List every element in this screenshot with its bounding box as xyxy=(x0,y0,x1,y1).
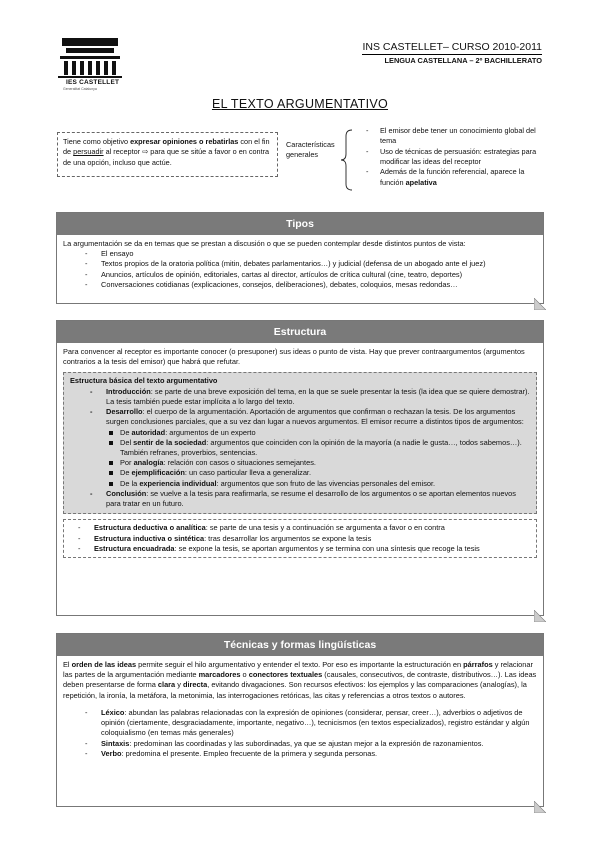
para-text: , evitando divagaciones. Son recursos efectivos: los ejemplos y las comparaciones (analogías), la repetición, la ironía, la metáfora, la metonimia, las interrogaciones retóricas, las citas y referencias a otros textos o autores. xyxy=(63,680,527,700)
item-bold: Estructura deductiva o analítica xyxy=(94,523,206,533)
section-heading: Técnicas y formas lingüísticas xyxy=(57,634,543,656)
item-bold: apelativa xyxy=(405,177,437,187)
objective-text: para que se sitúe a favor o en contra de una opción, incluso que actúe. xyxy=(63,147,270,167)
para-bold: párrafos xyxy=(463,660,493,669)
section-estructura xyxy=(56,320,544,616)
item-bold: analogía xyxy=(133,458,164,468)
caracteristicas-label xyxy=(286,140,335,161)
item-bold: Estructura encuadrada xyxy=(94,543,175,553)
argument-types-list xyxy=(106,428,530,489)
list-item: - El ensayo xyxy=(63,249,537,259)
item-bold: ejemplificación xyxy=(131,468,185,478)
item-text: : se parte de una breve exposición del tema, en la que se suele presentar la tesis (la idea que se quiere demostrar). La tesis también puede estar implícita a lo largo del texto. xyxy=(106,386,530,406)
item-bold: Léxico xyxy=(101,707,125,717)
logo-name: IES CASTELLET xyxy=(66,79,120,86)
item-bold: sentir de la sociedad xyxy=(133,437,207,447)
para-text: El xyxy=(63,660,72,669)
item-text: : se parte de una tesis y a continuación se argumenta a favor o en contra xyxy=(205,523,445,533)
list-item: - Conversaciones cotidianas (explicaciones, consejos, deliberaciones), debates, coloquios, mesas redondas… xyxy=(63,280,537,290)
list-item xyxy=(106,428,530,438)
section-heading: Estructura xyxy=(57,321,543,343)
structure-types-list xyxy=(70,523,530,554)
item-text: : el cuerpo de la argumentación. Aportación de argumentos que confirman o rechazan la tesis. De los argumentos surgen conclusiones parciales, que a su vez dan lugar a nuevos argumentos. El emisor recurre a distintos tipos de argumentos: xyxy=(106,407,524,427)
item-bold: autoridad xyxy=(131,427,166,437)
list-item xyxy=(70,407,530,489)
list-item xyxy=(106,468,530,478)
section-tipos xyxy=(56,212,544,304)
item-text: De la xyxy=(120,478,140,488)
list-item xyxy=(70,523,530,533)
item-text: De xyxy=(120,468,132,478)
caracteristicas-list xyxy=(366,126,546,188)
list-item xyxy=(366,147,546,168)
para-text: (causales, consecutivos, de contraste, distributivos…). Las ideas deben presentarse de forma xyxy=(63,670,537,690)
item-bold: Verbo xyxy=(101,748,122,758)
item-text: Uso de técnicas de persuasión: estrategias para modificar las ideas del receptor xyxy=(380,146,537,167)
para-bold: marcadores xyxy=(198,670,241,680)
list-item xyxy=(63,708,537,739)
para-text: o xyxy=(240,670,249,680)
para-bold: conectores textuales xyxy=(248,670,323,680)
caracteristicas-label-line: Características xyxy=(286,140,335,149)
list-item xyxy=(106,438,530,458)
objective-bold: expresar opiniones o rebatirlas xyxy=(130,137,239,146)
list-item: - Anuncios, artículos de opinión, editoriales, cartas al director, artículos de crítica cultural (cine, teatro, deportes) xyxy=(63,270,537,280)
item-text: Por xyxy=(120,458,134,468)
item-text: Del xyxy=(120,437,134,447)
list-item xyxy=(63,749,537,759)
section-body xyxy=(57,656,543,763)
item-text: : predomina el presente. Empleo frecuente de la primera y segunda personas. xyxy=(121,748,378,758)
list-item xyxy=(366,126,546,147)
item-text: : argumentos de un experto xyxy=(165,427,256,437)
structure-parts-list xyxy=(70,387,530,510)
para-text: permite seguir el hilo argumentativo y entender el texto. Por eso es importante la estructuración en xyxy=(136,660,464,669)
objective-text: al receptor xyxy=(103,147,143,157)
list-item xyxy=(70,534,530,544)
para-bold: clara xyxy=(157,680,176,690)
objective-underline: persuadir xyxy=(73,147,104,157)
item-text: Además de la función referencial, aparece la función xyxy=(380,167,525,187)
item-text: De xyxy=(120,427,132,437)
section-heading: Tipos xyxy=(57,213,543,235)
tecnicas-paragraph xyxy=(63,660,537,701)
list-item: - Textos propios de la oratoria política (mitin, debates parlamentarios…) y judicial (defensa de un abogado ante el juez) xyxy=(63,259,537,269)
item-text: : tras desarrollar los argumentos se expone la tesis xyxy=(204,533,372,543)
item-text: : relación con casos o situaciones semejantes. xyxy=(163,458,316,468)
para-bold: orden de las ideas xyxy=(71,660,137,669)
item-bold: Sintaxis xyxy=(101,738,130,748)
para-bold: directa xyxy=(182,680,208,690)
item-text: : argumentos que coinciden con la opinión de la mayoría (a nadie le gusta…, todos sabemos…). También refranes, proverbios, sentencias. xyxy=(120,437,522,457)
section-body xyxy=(57,343,543,562)
item-text: : un caso particular lleva a generalizar. xyxy=(184,468,312,478)
brace-icon xyxy=(338,128,358,192)
tipos-list xyxy=(63,249,537,290)
section-tecnicas xyxy=(56,633,544,807)
page-title: EL TEXTO ARGUMENTATIVO xyxy=(211,97,389,111)
list-item xyxy=(70,544,530,554)
item-bold: Desarrollo xyxy=(106,407,143,417)
header-divider xyxy=(362,54,542,55)
item-bold: Conclusión xyxy=(106,488,147,498)
item-text: : se vuelve a la tesis para reafirmarla, se resume el desarrollo de los argumentos o se aportan elementos nuevos para tratar en un futuro. xyxy=(106,488,516,509)
item-bold: Introducción xyxy=(106,386,151,396)
item-text: : predominan las coordinadas y las subordinadas, ya que se ajustan mejor a la expresión de razonamientos. xyxy=(129,738,484,748)
page-curl-icon xyxy=(534,801,546,813)
item-text: : argumentos que son fruto de las vivencias personales del emisor. xyxy=(216,478,436,488)
list-item xyxy=(366,167,546,188)
item-text: : se expone la tesis, se aportan argumentos y se termina con una síntesis que recoge la tesis xyxy=(174,543,480,553)
item-text: El emisor debe tener un conocimiento global del tema xyxy=(380,126,536,146)
objective-text: Tiene como objetivo xyxy=(63,137,131,146)
list-item xyxy=(70,489,530,509)
para-text: y relacionar las partes de la argumentación mediante xyxy=(63,660,533,680)
subject-label: LENGUA CASTELLANA – 2º BACHILLERATO xyxy=(384,56,542,65)
list-item xyxy=(106,479,530,489)
caracteristicas-label-line: generales xyxy=(286,150,319,160)
section-intro: La argumentación se da en temas que se prestan a discusión o que se pueden contemplar desde distintos puntos de vista: xyxy=(63,239,466,248)
page-curl-icon xyxy=(534,298,546,310)
structure-types-box xyxy=(63,519,537,558)
page-curl-icon xyxy=(534,610,546,622)
objective-text: con el fin de xyxy=(63,137,270,157)
list-item xyxy=(63,739,537,749)
objective-box xyxy=(57,132,278,177)
school-course: INS CASTELLET– CURSO 2010-2011 xyxy=(362,41,542,53)
para-text: y xyxy=(175,680,183,690)
section-body xyxy=(57,235,543,294)
list-item xyxy=(106,458,530,468)
logo-subtitle: Generalitat Catalunya xyxy=(63,87,97,91)
tecnicas-list xyxy=(63,708,537,759)
basic-structure-box xyxy=(63,372,537,514)
box-title: Estructura básica del texto argumentativo xyxy=(70,376,218,386)
item-text: : abundan las palabras relacionadas con la expresión de opiniones (considerar, pensar, creer…), adverbios o adjetivos de opinión (ciertamente, desgraciadamente, importante, negativo…), tecnicismos (en textos especializados), registro estándar y algún coloquialismo (en temas más generales) xyxy=(101,707,530,738)
arrow-icon: ⇨ xyxy=(142,147,149,157)
item-bold: experiencia individual xyxy=(139,478,217,488)
list-item xyxy=(70,387,530,407)
item-bold: Estructura inductiva o sintética xyxy=(94,533,205,543)
section-intro: Para convencer al receptor es importante conocer (o presuponer) sus ideas o punto de vista. Hay que prever contraargumentos (argumentos contrarios a la tesis del emisor) que habrá que refutar. xyxy=(63,347,525,367)
